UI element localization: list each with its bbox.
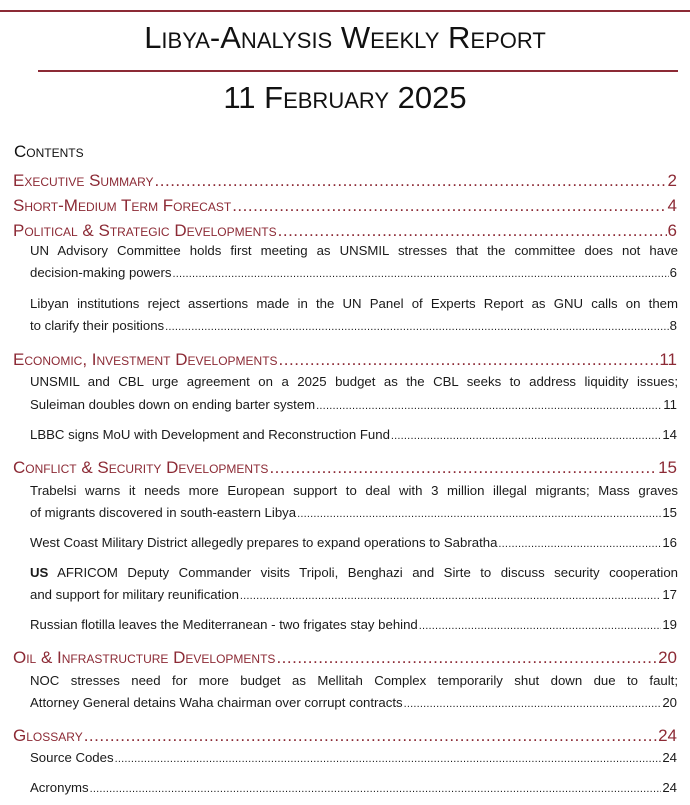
toc-subitem-label: LBBC signs MoU with Development and Reconstruction Fund xyxy=(30,427,390,442)
toc-subitem-label: of migrants discovered in south-eastern Libya xyxy=(30,505,297,520)
toc-section-label: Economic, Investment Developments xyxy=(13,350,278,369)
toc-political[interactable] xyxy=(13,220,677,242)
toc-subitem-line[interactable] xyxy=(30,563,678,583)
toc-page-number: 24 xyxy=(662,780,677,795)
toc-section-label: Short-Medium Term Forecast xyxy=(13,196,232,215)
toc-page-number: 11 xyxy=(659,350,677,369)
report-date: 11 February 2025 xyxy=(223,80,467,115)
dot-leader xyxy=(232,195,666,217)
toc-page-number: 14 xyxy=(662,427,677,442)
dot-leader xyxy=(172,264,668,284)
dot-leader xyxy=(269,457,657,479)
toc-subitem-label: Acronyms xyxy=(30,780,89,795)
toc-subitem-label: and support for military reunification xyxy=(30,587,239,602)
toc-subitem-label: Russian flotilla leaves the Mediterranean - two frigates stay behind xyxy=(30,617,418,632)
toc-subitem-label: Attorney General detains Waha chairman over corrupt contracts xyxy=(30,695,403,710)
toc-forecast[interactable] xyxy=(13,195,677,217)
toc-subitem[interactable] xyxy=(30,533,677,554)
dot-leader xyxy=(115,749,662,769)
toc-page-number: 19 xyxy=(662,617,677,632)
toc-subitem-label: West Coast Military District allegedly prepares to expand operations to Sabratha xyxy=(30,535,498,550)
toc-subitem-text: AFRICOM Deputy Commander visits Tripoli, Benghazi and Sirte to discuss security cooperation xyxy=(48,565,678,580)
toc-subitem-label: Suleiman doubles down on ending barter system xyxy=(30,397,316,412)
toc-subitem-line[interactable]: NOC stresses need for more budget as Mellitah Complex temporarily shut down due to fault; xyxy=(30,673,678,688)
toc-conflict[interactable] xyxy=(13,457,677,479)
toc-subitem[interactable] xyxy=(30,615,677,636)
dot-leader xyxy=(165,317,669,337)
report-title: Libya-Analysis Weekly Report xyxy=(144,20,546,55)
toc-subitem-line[interactable]: Libyan institutions reject assertions made in the UN Panel of Experts Report as GNU calls on them xyxy=(30,296,678,311)
toc-section-label: Political & Strategic Developments xyxy=(13,221,277,240)
toc-subitem-line[interactable]: Trabelsi warns it needs more European support to deal with 3 million illegal migrants; Mass graves xyxy=(30,483,678,498)
dot-leader xyxy=(240,586,661,606)
toc-economic[interactable] xyxy=(13,349,677,371)
toc-page-number: 20 xyxy=(662,695,677,710)
toc-subitem-label: to clarify their positions xyxy=(30,318,165,333)
toc-subitem-label: Source Codes xyxy=(30,750,114,765)
toc-section-label: Oil & Infrastructure Developments xyxy=(13,648,276,667)
toc-section-label: Executive Summary xyxy=(13,171,154,190)
toc-page-number: 6 xyxy=(669,265,677,280)
toc-page-number: 24 xyxy=(662,750,677,765)
toc-subitem[interactable] xyxy=(30,693,677,714)
toc-page-number: 15 xyxy=(658,458,677,477)
toc-subitem-label: decision-making powers xyxy=(30,265,172,280)
toc-section-label: Glossary xyxy=(13,726,83,745)
dot-leader xyxy=(404,694,662,714)
toc-page-number: 8 xyxy=(669,318,677,333)
toc-section-label: Conflict & Security Developments xyxy=(13,458,269,477)
toc-subitem[interactable] xyxy=(30,263,677,284)
toc-glossary[interactable] xyxy=(13,725,677,747)
toc-subitem[interactable] xyxy=(30,316,677,337)
dot-leader xyxy=(498,534,661,554)
toc-subitem[interactable] xyxy=(30,585,677,606)
dot-leader xyxy=(391,426,661,446)
dot-leader xyxy=(90,779,662,799)
toc-page-number: 20 xyxy=(658,648,677,667)
dot-leader xyxy=(84,725,657,747)
toc-page-number: 16 xyxy=(662,535,677,550)
toc-page-number: 4 xyxy=(667,196,677,215)
toc-subitem[interactable] xyxy=(30,425,677,446)
dot-leader xyxy=(316,396,662,416)
toc-subitem[interactable] xyxy=(30,395,677,416)
toc-page-number: 24 xyxy=(658,726,677,745)
toc-oil[interactable] xyxy=(13,647,677,669)
toc-page-number: 17 xyxy=(662,587,677,602)
toc-subitem-line[interactable]: UNSMIL and CBL urge agreement on a 2025 budget as the CBL seeks to address liquidity issues; xyxy=(30,374,678,389)
toc-page-number: 2 xyxy=(667,171,677,190)
bold-prefix: US xyxy=(30,565,49,580)
contents-heading: Contents xyxy=(14,142,84,161)
dot-leader xyxy=(297,504,661,524)
toc-page-number: 11 xyxy=(663,397,677,412)
toc-subitem[interactable] xyxy=(30,503,677,524)
toc-executive-summary[interactable] xyxy=(13,170,677,192)
toc-page-number: 6 xyxy=(667,221,677,240)
dot-leader xyxy=(279,349,659,371)
toc-subitem[interactable] xyxy=(30,778,677,799)
dot-leader xyxy=(155,170,667,192)
toc-page-number: 15 xyxy=(662,505,677,520)
dot-leader xyxy=(276,647,657,669)
toc-subitem-line[interactable]: UN Advisory Committee holds first meeting as UNSMIL stresses that the committee does not have xyxy=(30,243,678,258)
dot-leader xyxy=(278,220,667,242)
dot-leader xyxy=(419,616,662,636)
toc-subitem[interactable] xyxy=(30,748,677,769)
